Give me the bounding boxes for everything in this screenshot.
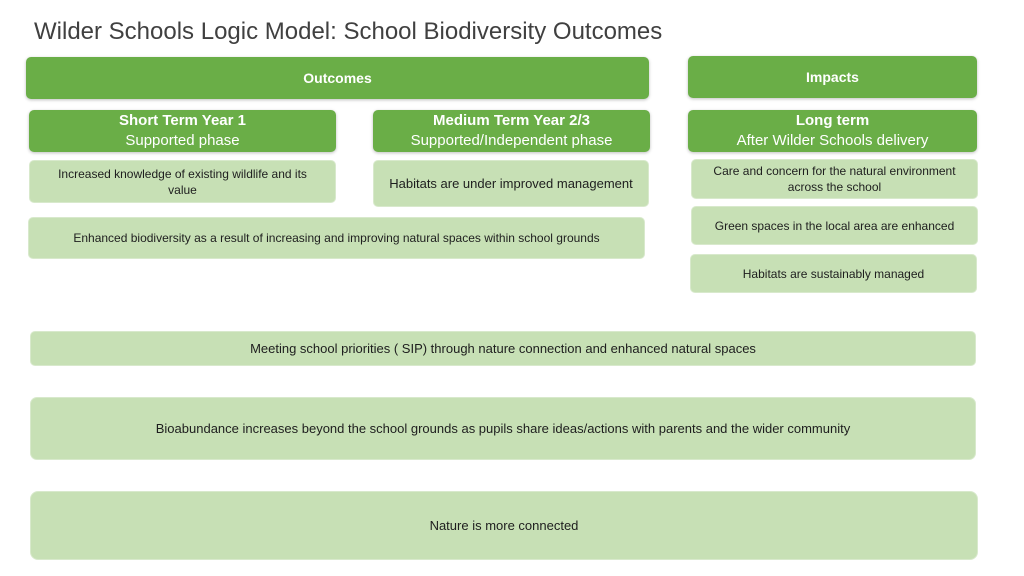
wide-row bbox=[30, 397, 976, 460]
impact-item bbox=[690, 254, 977, 293]
medium-term-title: Medium Term Year 2/3 bbox=[432, 112, 591, 129]
short-term-phase bbox=[29, 110, 336, 152]
wide-row-text: Meeting school priorities ( SIP) through nature connection and enhanced natural spaces bbox=[250, 340, 756, 356]
combined-outcome-text: Enhanced biodiversity as a result of increasing and improving natural spaces within school grounds bbox=[73, 231, 600, 245]
short-term-subtitle: Supported phase bbox=[125, 132, 240, 149]
long-term-title: Long term bbox=[795, 112, 870, 129]
impact-text: Green spaces in the local area are enhanced bbox=[714, 218, 955, 233]
impact-item bbox=[691, 159, 978, 199]
medium-term-outcome bbox=[373, 160, 649, 207]
short-term-title: Short Term Year 1 bbox=[118, 112, 246, 129]
wide-row bbox=[30, 491, 978, 560]
medium-term-subtitle: Supported/Independent phase bbox=[410, 132, 613, 149]
medium-term-outcome-text: Habitats are under improved management bbox=[389, 175, 633, 191]
combined-outcome bbox=[28, 217, 645, 259]
short-term-outcome bbox=[29, 160, 336, 203]
impacts-header-label: Impacts bbox=[806, 69, 859, 85]
page-title: Wilder Schools Logic Model: School Biodiversity Outcomes bbox=[34, 18, 663, 45]
outcomes-header-label: Outcomes bbox=[303, 70, 372, 86]
long-term-phase bbox=[688, 110, 977, 152]
medium-term-phase bbox=[373, 110, 650, 152]
short-term-outcome-text: Increased knowledge of existing wildlife and its value bbox=[58, 166, 307, 197]
impact-item bbox=[691, 206, 978, 245]
outcomes-header bbox=[26, 57, 649, 99]
impacts-header bbox=[688, 56, 977, 98]
wide-row-text: Bioabundance increases beyond the school grounds as pupils share ideas/actions with parents and the wider community bbox=[155, 420, 851, 436]
wide-row bbox=[30, 331, 976, 366]
impact-text: Habitats are sustainably managed bbox=[742, 266, 925, 281]
impact-text: Care and concern for the natural environment across the school bbox=[713, 164, 956, 194]
long-term-subtitle: After Wilder Schools delivery bbox=[736, 132, 929, 149]
wide-row-text: Nature is more connected bbox=[429, 517, 579, 533]
